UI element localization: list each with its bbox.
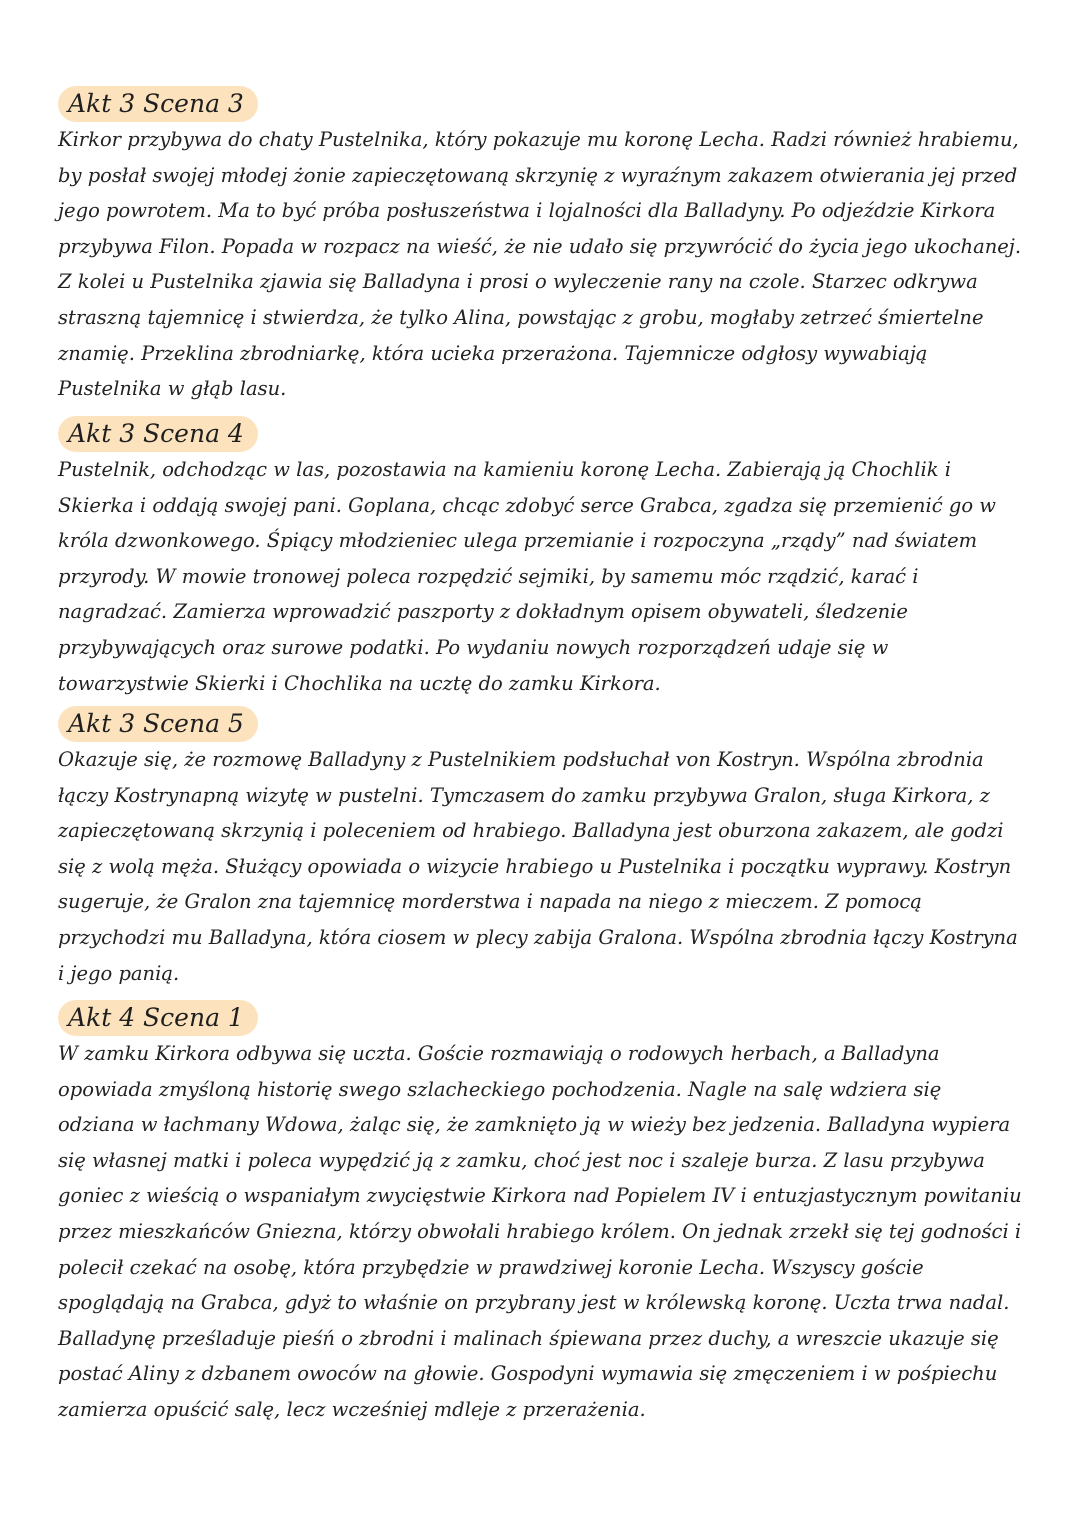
section-text: Pustelnik, odchodząc w las, pozostawia na kamieniu koronę Lecha. Zabierają ją Chochlik i Skierka i oddają swojej pani. Goplana, chcąc zdobyć serce Grabca, zgadza się przemienić go w króla dzwonkowego. Śpiący młodzieniec ulega przemianie i rozpoczyna „rządy” nad światem przyrody. W mowie tronowej poleca rozpędzić sejmiki, by samemu móc rządzić, karać i nagradzać. Zamierza wprowadzić paszporty z dokładnym opisem obywateli, śledzenie przybywających oraz surowe podatki. Po wydaniu nowych rozporządzeń udaje się w towarzystwie Skierki i Chochlika na ucztę do zamku Kirkora. [58,458,996,695]
section-heading: Akt 3 Scena 5 [58,706,258,742]
section-text: Okazuje się, że rozmowę Balladyny z Pustelnikiem podsłuchał von Kostryn. Wspólna zbrodnia łączy Kostrynapną wizytę w pustelni. Tymczasem do zamku przybywa Gralon, sługa Kirkora, z zapieczętowaną skrzynią i poleceniem od hrabiego. Balladyna jest oburzona zakazem, ale godzi się z wolą męża. Służący opowiada o wizycie hrabiego u Pustelnika i początku wyprawy. Kostryn sugeruje, że Gralon zna tajemnicę morderstwa i napada na niego z mieczem. Z pomocą przychodzi mu Balladyna, która ciosem w plecy zabija Gralona. Wspólna zbrodnia łączy Kostryna i jego panią. [58,748,1018,985]
section-heading: Akt 3 Scena 3 [58,86,258,122]
section-akt-3-scena-5 [58,706,1028,991]
section-akt-3-scena-3 [58,86,1028,407]
section-text: W zamku Kirkora odbywa się uczta. Goście rozmawiają o rodowych herbach, a Balladyna opowiada zmyśloną historię swego szlacheckiego pochodzenia. Nagle na salę wdziera się odziana w łachmany Wdowa, żaląc się, że zamknięto ją w wieży bez jedzenia. Balladyna wypiera się własnej matki i poleca wypędzić ją z zamku, choć jest noc i szaleje burza. Z lasu przybywa goniec z wieścią o wspaniałym zwycięstwie Kirkora nad Popielem IV i entuzjastycznym powitaniu przez mieszkańców Gniezna, którzy obwołali hrabiego królem. On jednak zrzekł się tej godności i polecił czekać na osobę, która przybędzie w prawdziwej koronie Lecha. Wszyscy goście spoglądają na Grabca, gdyż to właśnie on przybrany jest w królewską koronę. Uczta trwa nadal. Balladynę prześladuje pieśń o zbrodni i malinach śpiewana przez duchy, a wreszcie ukazuje się postać Aliny z dzbanem owoców na głowie. Gospodyni wymawia się zmęczeniem i w pośpiechu zamierza opuścić salę, lecz wcześniej mdleje z przerażenia. [58,1042,1022,1421]
section-heading: Akt 4 Scena 1 [58,1000,258,1036]
section-text: Kirkor przybywa do chaty Pustelnika, który pokazuje mu koronę Lecha. Radzi również hrabiemu, by posłał swojej młodej żonie zapieczętowaną skrzynię z wyraźnym zakazem otwierania jej przed jego powrotem. Ma to być próba posłuszeństwa i lojalności dla Balladyny. Po odjeździe Kirkora przybywa Filon. Popada w rozpacz na wieść, że nie udało się przywrócić do życia jego ukochanej. Z kolei u Pustelnika zjawia się Balladyna i prosi o wyleczenie rany na czole. Starzec odkrywa straszną tajemnicę i stwierdza, że tylko Alina, powstając z grobu, mogłaby zetrzeć śmiertelne znamię. Przeklina zbrodniarkę, która ucieka przerażona. Tajemnicze odgłosy wywabiają Pustelnika w głąb lasu. [58,128,1022,401]
section-akt-4-scena-1 [58,1000,1028,1428]
section-heading: Akt 3 Scena 4 [58,416,258,452]
section-akt-3-scena-4 [58,416,1028,701]
